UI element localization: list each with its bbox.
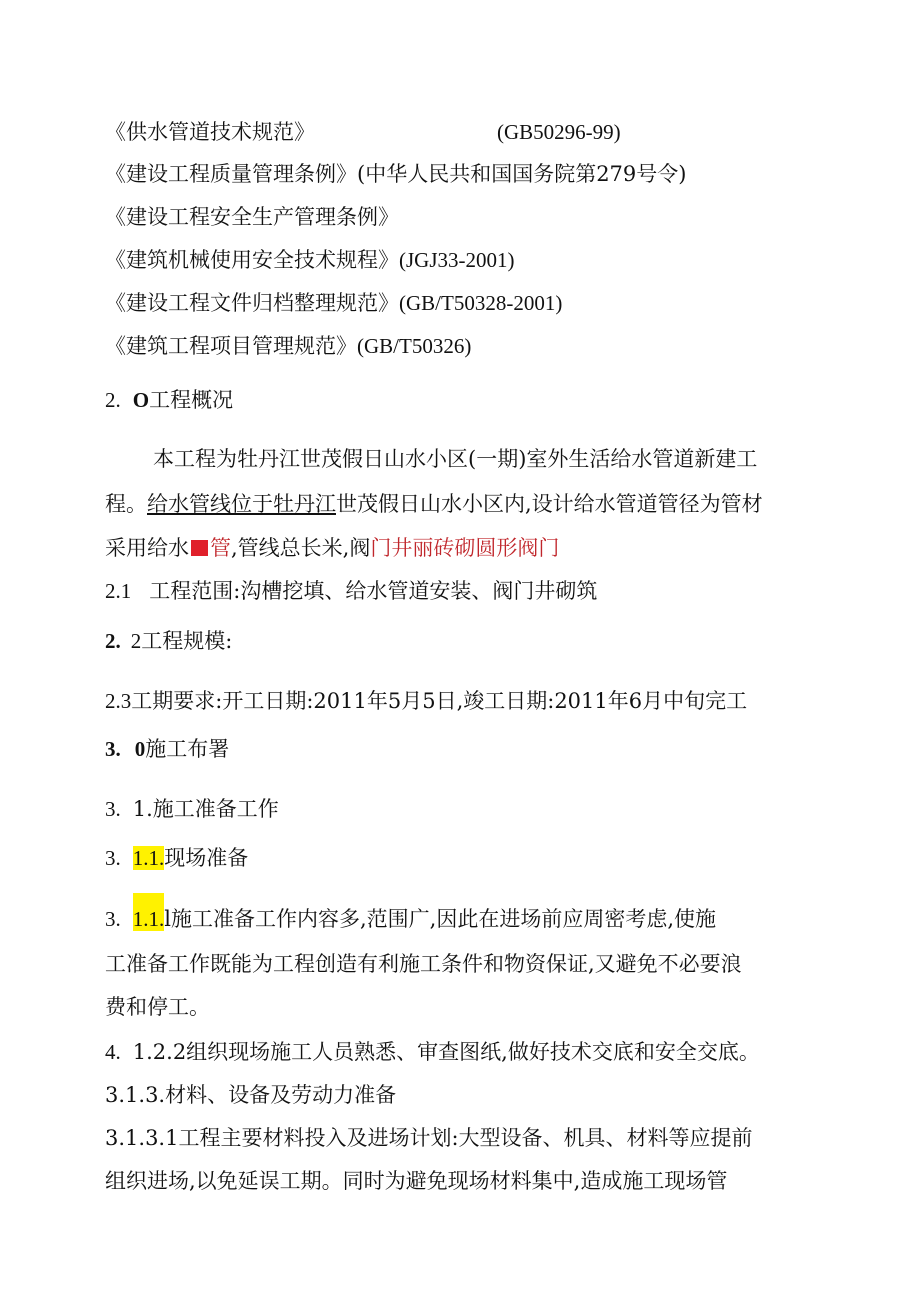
red-text: 管	[210, 536, 231, 560]
reference-title: 《建筑工程项目管理规范》	[105, 334, 357, 358]
subsection-4-1-2-2	[105, 1038, 835, 1066]
overview-line-1	[153, 445, 883, 473]
reference-line	[105, 118, 835, 146]
section-number-bold: 0	[134, 737, 146, 761]
reference-line	[105, 332, 835, 360]
subsection-3-1-1-1-line-1	[105, 905, 835, 933]
subsection-text: 工程规模:	[141, 629, 233, 653]
subsection-number: 3.	[105, 907, 121, 931]
subsection-text: 工期要求:开工日期:2011年5月5日,竣工日期:2011年6月中旬完工	[131, 689, 748, 713]
reference-code: (中华人民共和国国务院第279号令)	[357, 162, 687, 186]
reference-code: (GB/T50328-2001)	[399, 291, 563, 315]
red-text: 门井丽砖砌圆形阀门	[370, 536, 560, 560]
subsection-text: 1.2.2组织现场施工人员熟悉、审查图纸,做好技术交底和安全交底。	[132, 1040, 760, 1064]
subsection-number: 3.	[105, 846, 121, 870]
section-title: 工程概况	[149, 388, 234, 412]
overview-text: 采用给水	[105, 536, 189, 560]
subsection-3-1-3	[105, 1081, 835, 1109]
reference-line	[105, 246, 835, 274]
section-title: 施工布署	[145, 737, 230, 761]
paragraph-text: 费和停工。	[105, 995, 210, 1019]
reference-line	[105, 160, 835, 188]
overview-text: ,管线总长米,阀	[231, 536, 371, 560]
section-heading	[105, 735, 835, 763]
subsection-number: 3.	[105, 797, 121, 821]
reference-code: (GB50296-99)	[497, 120, 621, 144]
overview-text: 本工程为牡丹江世茂假日山水小区(一期)室外生活给水管道新建工	[153, 447, 758, 471]
highlighted-number: 1.1.	[132, 846, 165, 870]
subsection-3-1-3-1-line-2	[105, 1167, 835, 1195]
subsection-3-1-1-1-line-2	[105, 950, 835, 978]
paragraph-text: 工准备工作既能为工程创造有利施工条件和物资保证,又避免不必要浪	[105, 952, 742, 976]
overview-line-3	[105, 534, 835, 562]
subsection-text: 3.1.3.材料、设备及劳动力准备	[105, 1083, 397, 1107]
subsection-text: 1.施工准备工作	[132, 797, 279, 821]
subsection-2-1	[105, 577, 835, 605]
red-square-mark	[191, 540, 208, 556]
subsection-3-1	[105, 795, 835, 823]
overview-text: 世茂假日山水小区内,设计给水管道管径为管材	[336, 492, 763, 516]
reference-code: (GB/T50326)	[357, 334, 472, 358]
overview-line-2	[105, 490, 835, 518]
section-number: 3.	[105, 737, 121, 761]
paragraph-text: 3.1.3.1工程主要材料投入及进场计划:大型设备、机具、材料等应提前	[105, 1126, 753, 1150]
subsection-3-1-1	[105, 844, 835, 872]
paragraph-text: 组织进场,以免延误工期。同时为避免现场材料集中,造成施工现场管	[105, 1169, 728, 1193]
section-heading	[105, 386, 835, 414]
reference-title: 《建筑机械使用安全技术规程》	[105, 248, 399, 272]
reference-title: 《供水管道技术规范》	[105, 120, 315, 144]
subsection-2-2	[105, 627, 835, 655]
paragraph-text: l施工准备工作内容多,范围广,因此在进场前应周密考虑,使施	[164, 907, 716, 931]
section-number: 2.	[105, 388, 121, 412]
overview-text: 程。	[105, 492, 147, 516]
subsection-number: 2.	[105, 629, 121, 653]
subsection-text: 现场准备	[164, 846, 249, 870]
subsection-number: 4.	[105, 1040, 121, 1064]
highlighted-number: 1.1.	[133, 893, 165, 931]
reference-line	[105, 289, 835, 317]
reference-title: 《建设工程质量管理条例》	[105, 162, 357, 186]
subsection-2-3	[105, 687, 835, 715]
section-number-bold: O	[132, 388, 150, 412]
subsection-text: 工程范围:沟槽挖填、给水管道安装、阀门井砌筑	[149, 579, 598, 603]
reference-line	[105, 203, 835, 231]
subsection-number: 2.3	[105, 689, 132, 713]
underlined-text: 给水管线位于牡丹江	[147, 492, 336, 516]
reference-title: 《建设工程安全生产管理条例》	[105, 205, 399, 229]
subsection-3-1-3-1-line-1	[105, 1124, 835, 1152]
subsection-3-1-1-1-line-3	[105, 993, 835, 1021]
subsection-number-bold: 2	[130, 629, 142, 653]
reference-title: 《建设工程文件归档整理规范》	[105, 291, 399, 315]
reference-code: (JGJ33-2001)	[399, 248, 515, 272]
subsection-number: 2.1	[105, 579, 132, 603]
